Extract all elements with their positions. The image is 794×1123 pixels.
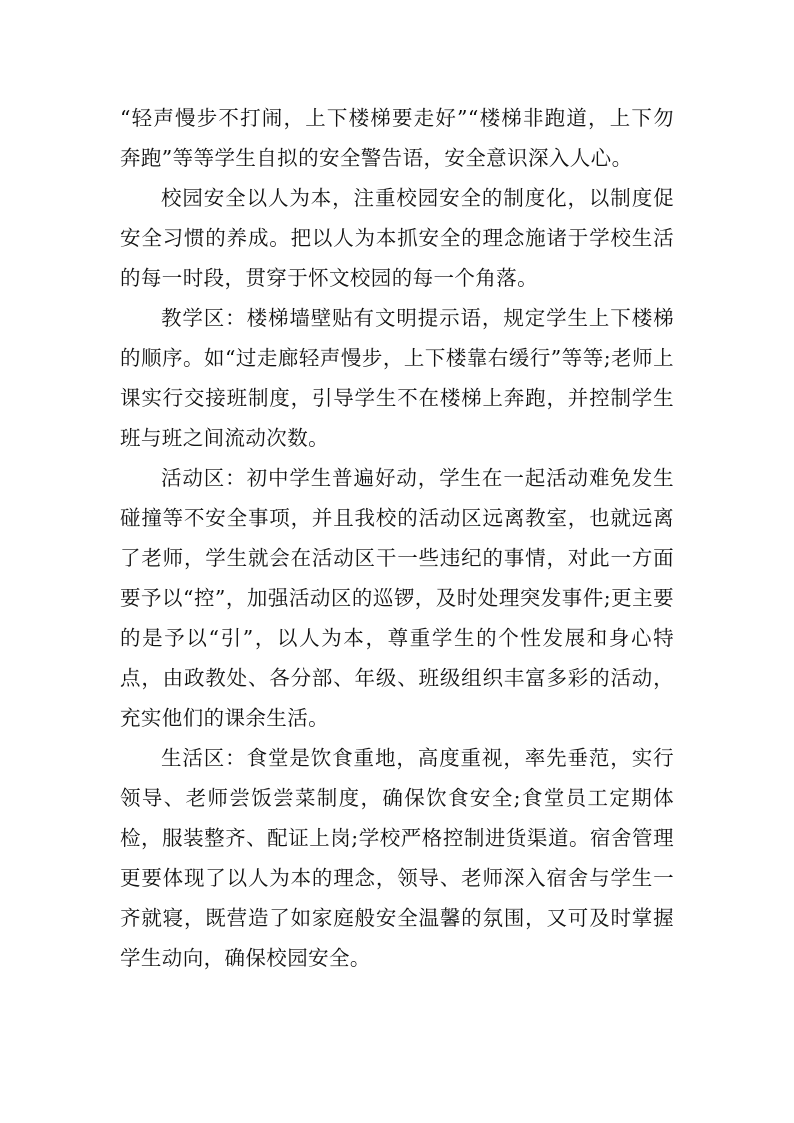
- paragraph-teaching-area: 教学区：楼梯墙壁贴有文明提示语，规定学生上下楼梯的顺序。如“过走廊轻声慢步，上下楼靠右缓行”等等;老师上课实行交接班制度，引导学生不在楼梯上奔跑，并控制学生班与班之间流动次数。: [120, 306, 674, 450]
- paragraph-activity-area: 活动区：初中学生普遍好动，学生在一起活动难免发生碰撞等不安全事项，并且我校的活动区远离教室，也就远离了老师，学生就会在活动区干一些违纪的事情，对此一方面要予以“控”，加强活动区的巡锣，及时处理突发事件;更主要的是予以“引”，以人为本，尊重学生的个性发展和身心特点，由政教处、各分部、年级、班级组织丰富多彩的活动，充实他们的课余生活。: [120, 466, 674, 730]
- paragraph-living-area: 生活区：食堂是饮食重地，高度重视，率先垂范，实行领导、老师尝饭尝菜制度，确保饮食安全;食堂员工定期体检，服装整齐、配证上岗;学校严格控制进货渠道。宿舍管理更要体现了以人为本的理念，领导、老师深入宿舍与学生一齐就寝，既营造了如家庭般安全温馨的氛围，又可及时掌握学生动向，确保校园安全。: [120, 746, 674, 970]
- paragraph-safety-slogans: “轻声慢步不打闹，上下楼梯要走好”“楼梯非跑道，上下勿奔跑”等等学生自拟的安全警告语，安全意识深入人心。: [120, 106, 674, 170]
- paragraph-safety-principle: 校园安全以人为本，注重校园安全的制度化，以制度促安全习惯的养成。把以人为本抓安全的理念施诸于学校生活的每一时段，贯穿于怀文校园的每一个角落。: [120, 186, 674, 290]
